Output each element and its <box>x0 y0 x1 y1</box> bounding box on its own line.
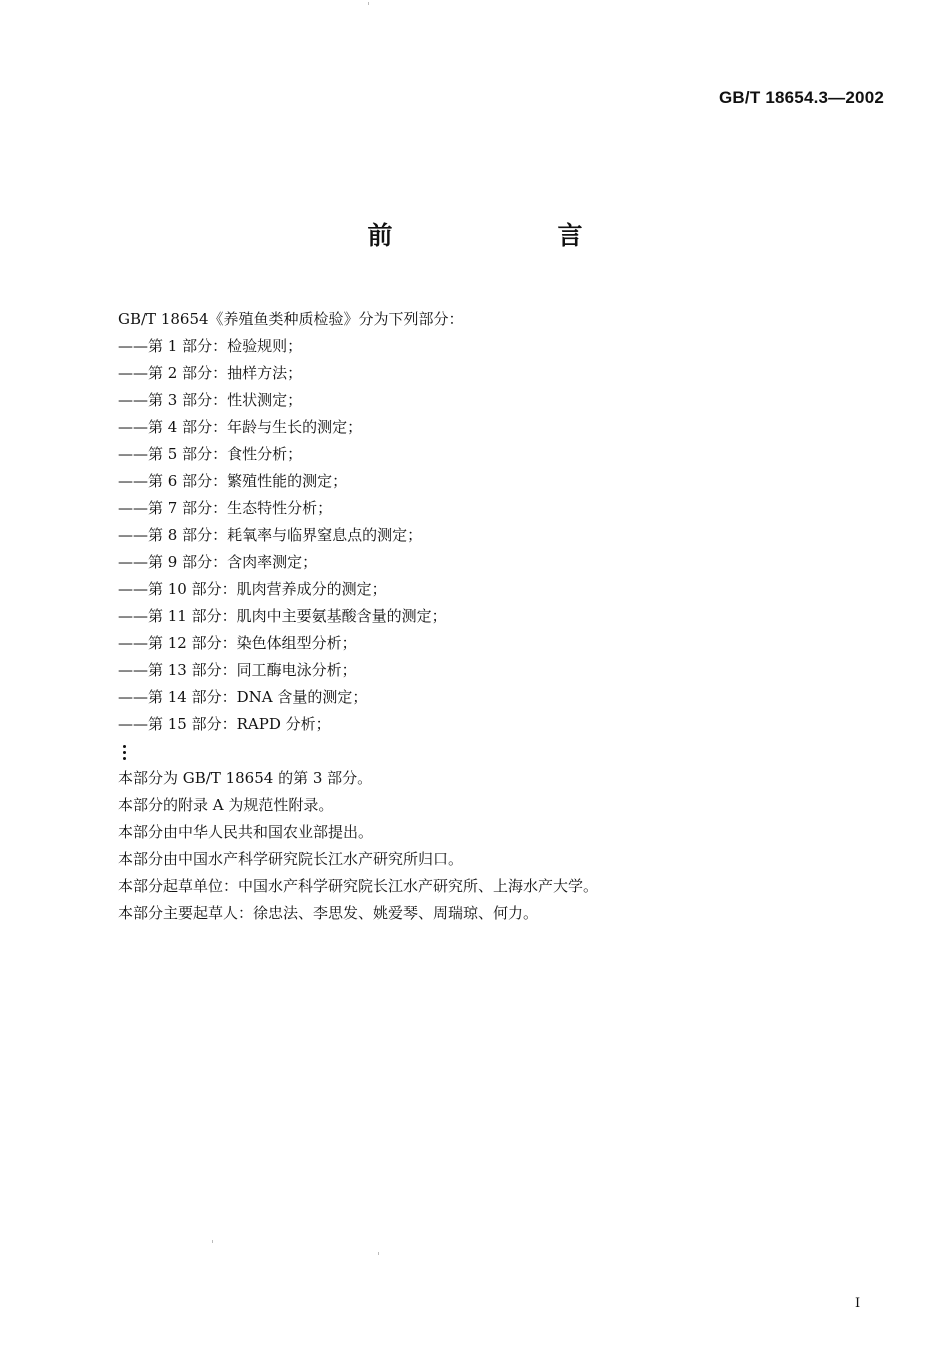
part-item-15: ——第 15 部分：RAPD 分析； <box>118 715 331 733</box>
part-item-9: ——第 9 部分：含肉率测定； <box>118 553 318 571</box>
part-item-8: ——第 8 部分：耗氧率与临界窒息点的测定； <box>118 526 423 544</box>
intro-paragraph: GB/T 18654《养殖鱼类种质检验》分为下列部分： <box>118 310 464 328</box>
document-code-header: GB/T 18654.3—2002 <box>719 88 884 107</box>
statement-proposed-by: 本部分由中华人民共和国农业部提出。 <box>118 823 374 841</box>
statement-drafting-units: 本部分起草单位：中国水产科学研究院长江水产研究所、上海水产大学。 <box>118 877 599 895</box>
continuation-ellipsis-icon <box>118 738 878 765</box>
part-item-2: ——第 2 部分：抽样方法； <box>118 364 303 382</box>
statement-part-number: 本部分为 GB/T 18654 的第 3 部分。 <box>118 769 373 787</box>
part-item-5: ——第 5 部分：食性分析； <box>118 445 303 463</box>
parts-list <box>118 333 878 765</box>
part-item-1: ——第 1 部分：检验规则； <box>118 337 303 355</box>
part-item-12: ——第 12 部分：染色体组型分析； <box>118 634 357 652</box>
part-item-14: ——第 14 部分：DNA 含量的测定； <box>118 688 368 706</box>
part-item-6: ——第 6 部分：繁殖性能的测定； <box>118 472 348 490</box>
part-item-4: ——第 4 部分：年龄与生长的测定； <box>118 418 363 436</box>
statements-list <box>118 765 878 927</box>
part-item-10: ——第 10 部分：肌肉营养成分的测定； <box>118 580 387 598</box>
statement-annex: 本部分的附录 A 为规范性附录。 <box>118 796 334 814</box>
part-item-7: ——第 7 部分：生态特性分析； <box>118 499 333 517</box>
foreword-title: 前 言 <box>367 221 653 250</box>
foreword-body <box>118 306 878 927</box>
scan-speck <box>368 2 369 5</box>
scan-speck <box>212 1240 213 1243</box>
part-item-11: ——第 11 部分：肌肉中主要氨基酸含量的测定； <box>118 607 447 625</box>
part-item-3: ——第 3 部分：性状测定； <box>118 391 303 409</box>
part-item-13: ——第 13 部分：同工酶电泳分析； <box>118 661 357 679</box>
scan-speck <box>378 1252 379 1255</box>
page-number: I <box>855 1296 861 1311</box>
statement-centralized-by: 本部分由中国水产科学研究院长江水产研究所归口。 <box>118 850 464 868</box>
statement-drafters: 本部分主要起草人：徐忠法、李思发、姚爱琴、周瑞琼、何力。 <box>118 904 539 922</box>
